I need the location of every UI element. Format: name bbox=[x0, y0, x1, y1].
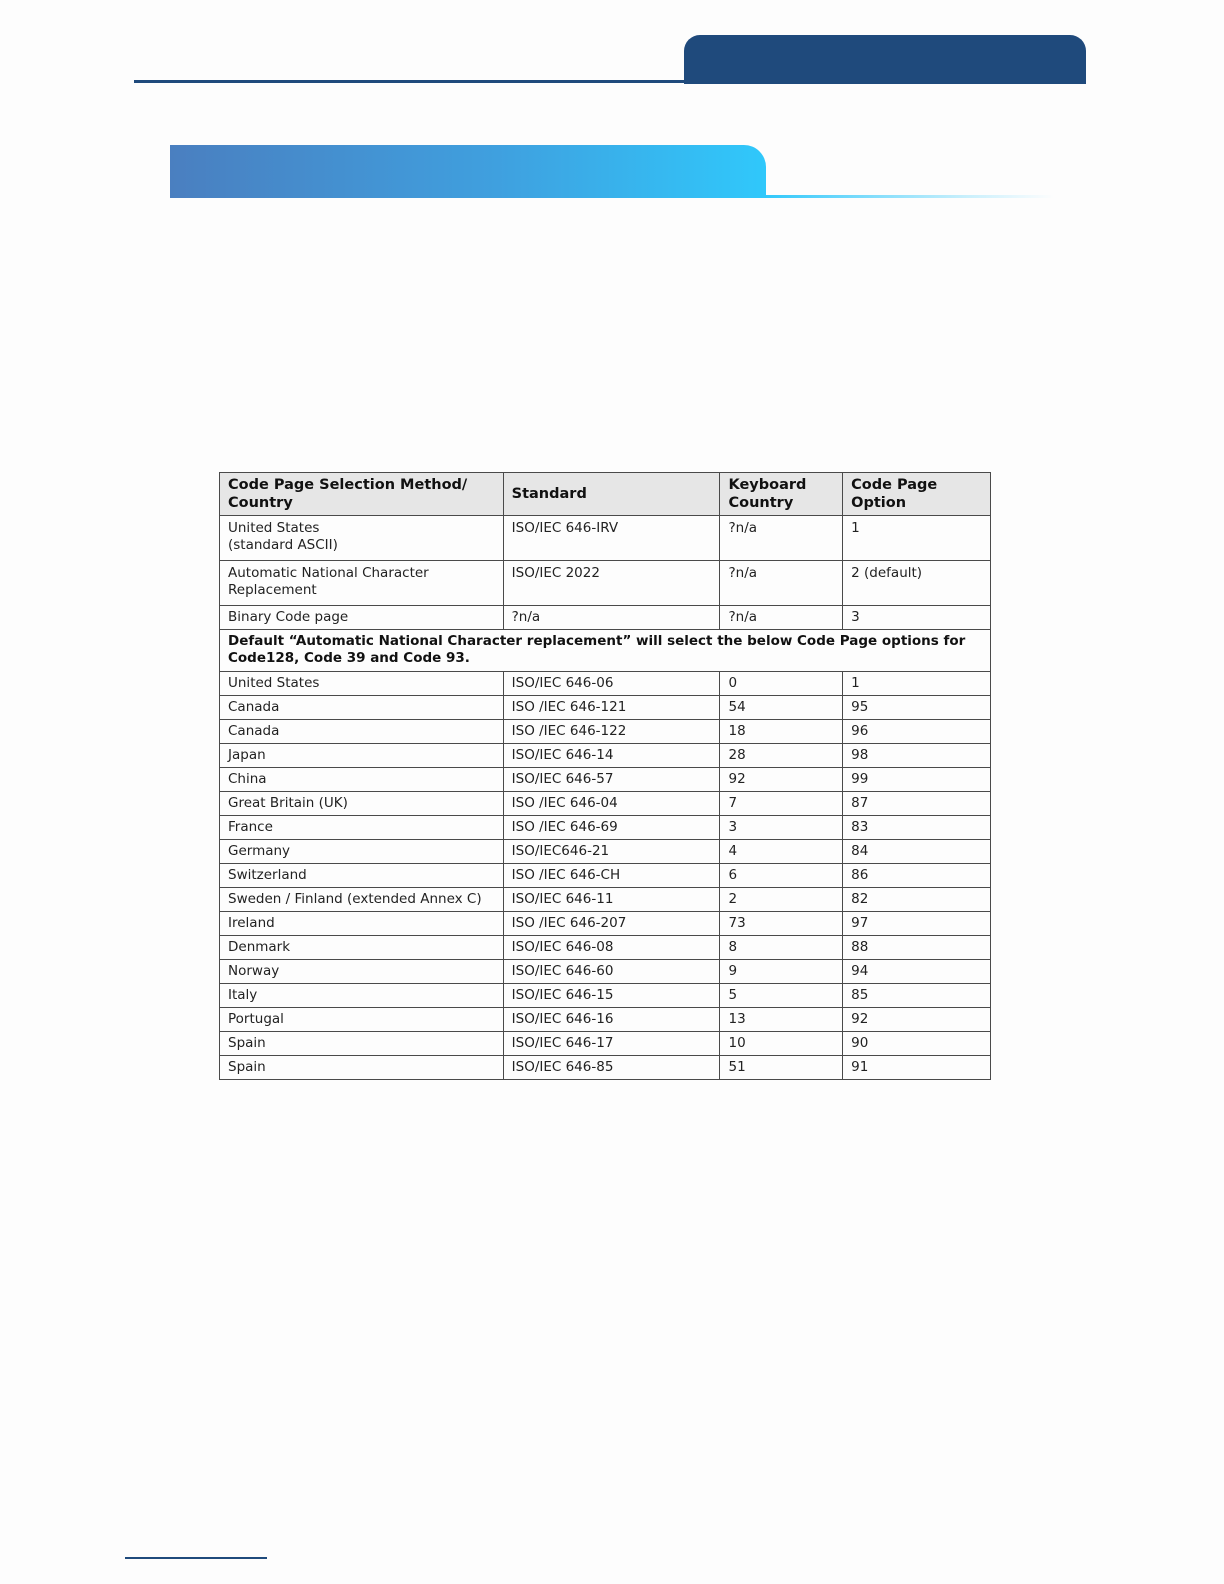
column-header-code-page-option: Code Page Option bbox=[843, 473, 991, 516]
standard-cell: ISO/IEC 646-57 bbox=[503, 768, 720, 792]
table-row bbox=[220, 1056, 991, 1080]
keyboard-country-cell: 4 bbox=[720, 840, 843, 864]
country-cell: Norway bbox=[220, 960, 504, 984]
code-page-option-cell: 85 bbox=[843, 984, 991, 1008]
table-note: Default “Automatic National Character replacement” will select the below Code Page options for Code128, Code 39 and Code 93. bbox=[220, 630, 991, 672]
code-page-option-cell: 92 bbox=[843, 1008, 991, 1032]
table-row bbox=[220, 720, 991, 744]
table-row bbox=[220, 561, 991, 606]
table-row bbox=[220, 672, 991, 696]
standard-cell: ISO/IEC 646-17 bbox=[503, 1032, 720, 1056]
section-banner-underline bbox=[764, 195, 1054, 198]
country-cell: Binary Code page bbox=[220, 606, 504, 630]
code-page-option-cell: 82 bbox=[843, 888, 991, 912]
keyboard-country-cell: ?n/a bbox=[720, 516, 843, 561]
standard-cell: ISO/IEC646-21 bbox=[503, 840, 720, 864]
standard-cell: ISO/IEC 646-06 bbox=[503, 672, 720, 696]
keyboard-country-cell: 18 bbox=[720, 720, 843, 744]
keyboard-country-cell: 8 bbox=[720, 936, 843, 960]
standard-cell: ISO/IEC 646-08 bbox=[503, 936, 720, 960]
code-page-option-cell: 99 bbox=[843, 768, 991, 792]
code-page-option-cell: 86 bbox=[843, 864, 991, 888]
table-row bbox=[220, 936, 991, 960]
keyboard-country-cell: 2 bbox=[720, 888, 843, 912]
code-page-option-cell: 88 bbox=[843, 936, 991, 960]
country-cell: Canada bbox=[220, 720, 504, 744]
code-page-option-cell: 96 bbox=[843, 720, 991, 744]
column-header-keyboard-country: Keyboard Country bbox=[720, 473, 843, 516]
standard-cell: ISO /IEC 646-207 bbox=[503, 912, 720, 936]
standard-cell: ISO/IEC 646-16 bbox=[503, 1008, 720, 1032]
table-body bbox=[220, 516, 991, 1080]
keyboard-country-cell: 3 bbox=[720, 816, 843, 840]
keyboard-country-cell: 13 bbox=[720, 1008, 843, 1032]
standard-cell: ?n/a bbox=[503, 606, 720, 630]
country-cell: Spain bbox=[220, 1056, 504, 1080]
country-cell: Germany bbox=[220, 840, 504, 864]
code-page-option-cell: 84 bbox=[843, 840, 991, 864]
country-cell: Great Britain (UK) bbox=[220, 792, 504, 816]
keyboard-country-cell: ?n/a bbox=[720, 561, 843, 606]
keyboard-country-cell: 6 bbox=[720, 864, 843, 888]
standard-cell: ISO/IEC 646-15 bbox=[503, 984, 720, 1008]
code-page-option-cell: 95 bbox=[843, 696, 991, 720]
standard-cell: ISO /IEC 646-122 bbox=[503, 720, 720, 744]
column-header-country: Code Page Selection Method/ Country bbox=[220, 473, 504, 516]
table-row bbox=[220, 516, 991, 561]
country-cell: Denmark bbox=[220, 936, 504, 960]
code-page-table-container bbox=[219, 472, 991, 1080]
country-cell: United States (standard ASCII) bbox=[220, 516, 504, 561]
table-row bbox=[220, 1032, 991, 1056]
country-cell: Portugal bbox=[220, 1008, 504, 1032]
country-cell: United States bbox=[220, 672, 504, 696]
country-cell: China bbox=[220, 768, 504, 792]
keyboard-country-cell: 92 bbox=[720, 768, 843, 792]
code-page-option-cell: 87 bbox=[843, 792, 991, 816]
keyboard-country-cell: 5 bbox=[720, 984, 843, 1008]
standard-cell: ISO /IEC 646-CH bbox=[503, 864, 720, 888]
standard-cell: ISO/IEC 646-11 bbox=[503, 888, 720, 912]
country-cell: Japan bbox=[220, 744, 504, 768]
code-page-option-cell: 94 bbox=[843, 960, 991, 984]
keyboard-country-cell: 51 bbox=[720, 1056, 843, 1080]
code-page-option-cell: 1 bbox=[843, 516, 991, 561]
standard-cell: ISO/IEC 2022 bbox=[503, 561, 720, 606]
table-row bbox=[220, 768, 991, 792]
country-cell: Spain bbox=[220, 1032, 504, 1056]
keyboard-country-cell: 0 bbox=[720, 672, 843, 696]
code-page-option-cell: 83 bbox=[843, 816, 991, 840]
keyboard-country-cell: 9 bbox=[720, 960, 843, 984]
code-page-option-cell: 1 bbox=[843, 672, 991, 696]
table-row bbox=[220, 696, 991, 720]
country-cell: Canada bbox=[220, 696, 504, 720]
country-cell: France bbox=[220, 816, 504, 840]
table-row bbox=[220, 960, 991, 984]
keyboard-country-cell: 7 bbox=[720, 792, 843, 816]
keyboard-country-cell: 28 bbox=[720, 744, 843, 768]
standard-cell: ISO/IEC 646-IRV bbox=[503, 516, 720, 561]
country-cell: Sweden / Finland (extended Annex C) bbox=[220, 888, 504, 912]
table-row bbox=[220, 744, 991, 768]
section-banner bbox=[170, 145, 766, 198]
header-rule bbox=[134, 80, 686, 83]
code-page-option-cell: 90 bbox=[843, 1032, 991, 1056]
keyboard-country-cell: 54 bbox=[720, 696, 843, 720]
table-row bbox=[220, 864, 991, 888]
code-page-option-cell: 2 (default) bbox=[843, 561, 991, 606]
table-row bbox=[220, 816, 991, 840]
table-row bbox=[220, 888, 991, 912]
country-cell: Switzerland bbox=[220, 864, 504, 888]
keyboard-country-cell: 10 bbox=[720, 1032, 843, 1056]
table-note-row bbox=[220, 630, 991, 672]
standard-cell: ISO /IEC 646-121 bbox=[503, 696, 720, 720]
table-row bbox=[220, 840, 991, 864]
standard-cell: ISO /IEC 646-04 bbox=[503, 792, 720, 816]
keyboard-country-cell: ?n/a bbox=[720, 606, 843, 630]
code-page-option-cell: 3 bbox=[843, 606, 991, 630]
code-page-option-cell: 91 bbox=[843, 1056, 991, 1080]
country-cell: Automatic National Character Replacement bbox=[220, 561, 504, 606]
code-page-option-cell: 97 bbox=[843, 912, 991, 936]
column-header-standard: Standard bbox=[503, 473, 720, 516]
table-row bbox=[220, 1008, 991, 1032]
country-cell: Ireland bbox=[220, 912, 504, 936]
standard-cell: ISO /IEC 646-69 bbox=[503, 816, 720, 840]
header-tab bbox=[684, 35, 1086, 84]
table-row bbox=[220, 984, 991, 1008]
standard-cell: ISO/IEC 646-14 bbox=[503, 744, 720, 768]
table-header-row bbox=[220, 473, 991, 516]
standard-cell: ISO/IEC 646-60 bbox=[503, 960, 720, 984]
standard-cell: ISO/IEC 646-85 bbox=[503, 1056, 720, 1080]
table-row bbox=[220, 606, 991, 630]
code-page-table bbox=[219, 472, 991, 1080]
code-page-option-cell: 98 bbox=[843, 744, 991, 768]
keyboard-country-cell: 73 bbox=[720, 912, 843, 936]
table-row bbox=[220, 792, 991, 816]
table-row bbox=[220, 912, 991, 936]
footer-rule bbox=[125, 1557, 267, 1559]
country-cell: Italy bbox=[220, 984, 504, 1008]
